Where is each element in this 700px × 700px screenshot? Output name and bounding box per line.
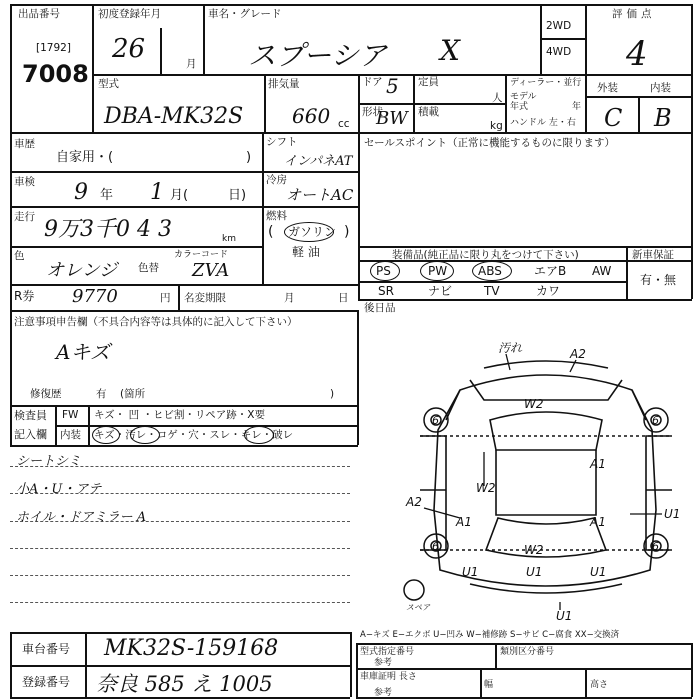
car-grade: X [440, 34, 460, 67]
mark-u1-left: U1 [462, 565, 479, 579]
color-change-label: 色替 [138, 262, 159, 274]
dealer-handle: ハンドル 左・右 [510, 118, 576, 128]
inspector-label: 検査員 [14, 409, 47, 422]
fuel-gasoline: ガソリン [288, 225, 337, 239]
inspection-month: 1 [150, 180, 164, 205]
lot-number: 7008 [22, 60, 89, 88]
equip-ps: PS [376, 264, 391, 278]
recycle-unit: 円 [160, 292, 171, 304]
color-label: 色 [14, 250, 25, 262]
displacement-label: 排気量 [268, 78, 300, 90]
mark-u1-low: U1 [526, 565, 543, 579]
repair-label: 修復歴 [30, 388, 62, 400]
fuel-label: 燃料 [266, 210, 287, 222]
box-ref-2: 参考 [374, 688, 393, 698]
int-label: 内装 [650, 82, 671, 94]
inspection-year: 9 [74, 180, 88, 205]
color-code: ZVA [192, 260, 230, 281]
name-change-month: 月 [284, 292, 295, 304]
notes-label: 注意事項申告欄（不具合内容等は具体的に記入して下さい） [14, 316, 298, 328]
mark-u1-bottom: U1 [556, 609, 573, 623]
plate-label: 登録番号 [22, 675, 71, 689]
box-type-number: 型式指定番号 [360, 647, 415, 657]
equip-pw: PW [428, 264, 448, 278]
model-label: 型式 [98, 78, 119, 90]
car-name-label: 車名・グレード [208, 8, 282, 20]
equip-airbag: エアB [534, 264, 567, 278]
vin-label: 車台番号 [22, 642, 71, 656]
box-garage: 車庫証明 長さ [360, 672, 417, 682]
repair-value: 有 [96, 388, 107, 400]
equip-sr: SR [378, 284, 394, 298]
equip-navi: ナビ [428, 284, 453, 298]
color-value: オレンジ [46, 260, 118, 281]
mark-top-right: A2 [570, 347, 586, 361]
inspector-fw: FW [62, 409, 79, 421]
first-reg-year: 26 [112, 34, 146, 64]
shift-value: インパネAT [284, 154, 353, 169]
load-unit: kg [490, 120, 503, 132]
first-reg-label: 初度登録年月 [98, 8, 161, 20]
mark-u1-far: U1 [664, 507, 681, 521]
drive-2wd: 2WD [546, 20, 572, 32]
repair-part: (箇所 [120, 388, 146, 400]
mark-w2-mid: W2 [476, 481, 496, 495]
mark-a1-right: A1 [590, 515, 606, 529]
int-stain-circle [130, 426, 160, 444]
door-value: 5 [386, 74, 399, 98]
repair-close: ) [330, 388, 335, 400]
ac-value: オートAC [286, 186, 354, 204]
inspector-int-items: キズ・汚レ・コゲ・穴・スレ・キレ・破レ [94, 429, 294, 441]
fuel-diesel: 軽 油 [292, 245, 320, 259]
inspector-fw-items: キズ・ 凹 ・ヒビ割・リペア跡・X要 [94, 409, 265, 421]
equip-ps-circle [370, 261, 400, 281]
door-label: ドア [362, 76, 383, 88]
history-value: 自家用・( [56, 150, 114, 165]
fuel-selected-circle [284, 222, 337, 242]
legend-text: A−キズ E−エクボ U−凹み W−補修跡 S−サビ C−腐食 XX−交換済 [360, 630, 620, 640]
new-warranty-value: 有・無 [640, 273, 677, 287]
history-close: ) [246, 150, 252, 165]
inspection-month-unit: 月( [170, 188, 189, 203]
inspector-int: 内装 [60, 429, 81, 441]
spare-label: スペア [406, 603, 430, 612]
tire-fr: 6 [652, 414, 659, 427]
box-height: 高さ [590, 680, 609, 690]
new-warranty-label: 新車保証 [632, 249, 674, 261]
fuel-open: ( [268, 224, 274, 240]
model-value: DBA-MK32S [104, 104, 244, 129]
box-ref-1: 参考 [374, 658, 393, 668]
recycle-label: R券 [14, 289, 35, 303]
capacity-unit: 人 [492, 92, 503, 104]
first-reg-month-unit: 月 [186, 58, 197, 70]
inspector-label2: 記入欄 [14, 428, 47, 441]
recycle-value: 9770 [72, 286, 118, 307]
dealer-model: モデル [510, 92, 537, 102]
mark-a2-side: A2 [406, 495, 422, 509]
int-grade: B [654, 104, 672, 132]
mark-a1-right-upper: A1 [590, 457, 606, 471]
mark-u1-right: U1 [590, 565, 607, 579]
lot-label: 出品番号 [18, 8, 60, 20]
displacement-unit: cc [338, 118, 350, 130]
dealer-year-unit: 年 [572, 102, 582, 112]
mileage-label: 走行 [14, 211, 35, 223]
ext-grade: C [604, 104, 623, 132]
dealer-label: ディーラー・並行 [510, 78, 582, 88]
later-date-label: 後日品 [364, 302, 396, 314]
displacement-value: 660 [292, 104, 331, 128]
tire-rl: 6 [432, 540, 439, 553]
ext-label: 外装 [597, 82, 618, 94]
color-code-label: カラーコード [174, 250, 229, 260]
car-name: スプーシア [248, 39, 387, 72]
mark-a1-left: A1 [456, 515, 472, 529]
mark-w2-top: W2 [524, 397, 544, 411]
drive-4wd: 4WD [546, 46, 572, 58]
remark-1: シートシミ [16, 454, 82, 469]
box-width: 幅 [484, 680, 494, 690]
mark-w2-low: W2 [524, 543, 544, 557]
inspection-label: 車検 [14, 176, 35, 188]
remark-3: ホイル・ドアミラー A [16, 510, 147, 525]
equip-abs: ABS [478, 264, 502, 278]
remark-2: 小A・U・アテ [16, 482, 102, 497]
car-damage-diagram [400, 340, 692, 630]
equip-abs-circle [472, 261, 512, 281]
mileage-unit: km [222, 234, 236, 244]
equip-pw-circle [420, 261, 454, 281]
equip-tv: TV [484, 284, 500, 298]
tire-rr: 6 [652, 540, 659, 553]
load-label: 積載 [418, 106, 439, 118]
grade-label: 評価点 [612, 8, 656, 20]
equipment-label: 装備品(純正品に限り丸をつけて下さい) [392, 249, 579, 261]
int-scratch-circle [92, 426, 120, 444]
notes-value: Aキズ [56, 340, 111, 364]
fuel-close: ) [344, 224, 350, 240]
history-label: 車歴 [14, 138, 35, 150]
grade-score: 4 [626, 34, 648, 74]
mileage-value: 9万3千0 4 3 [44, 217, 172, 242]
ac-label: 冷房 [266, 174, 287, 186]
inspection-day-unit: 日) [228, 188, 247, 203]
equip-leather: カワ [536, 284, 561, 298]
name-change-day: 日 [338, 292, 349, 304]
inspection-year-unit: 年 [100, 188, 114, 203]
shift-label: シフト [266, 136, 298, 148]
box-class-number: 類別区分番号 [500, 647, 555, 657]
equip-aw: AW [592, 264, 612, 278]
mark-top-left: 汚れ [498, 341, 523, 355]
shape-label: 形状 [362, 106, 383, 118]
vin-value: MK32S-159168 [104, 636, 279, 661]
sales-point-label: セールスポイント（正常に機能するものに限ります） [364, 137, 616, 149]
dealer-year: 年式 [510, 102, 529, 112]
shape-value: BW [376, 108, 408, 129]
tire-fl: 6 [432, 414, 439, 427]
plate-value: 奈良 585 え 1005 [96, 672, 273, 696]
capacity-label: 定員 [418, 76, 439, 88]
lot-sub: [1792] [36, 42, 71, 54]
name-change-label: 名変期限 [184, 292, 226, 304]
int-scuff-circle [244, 426, 274, 444]
